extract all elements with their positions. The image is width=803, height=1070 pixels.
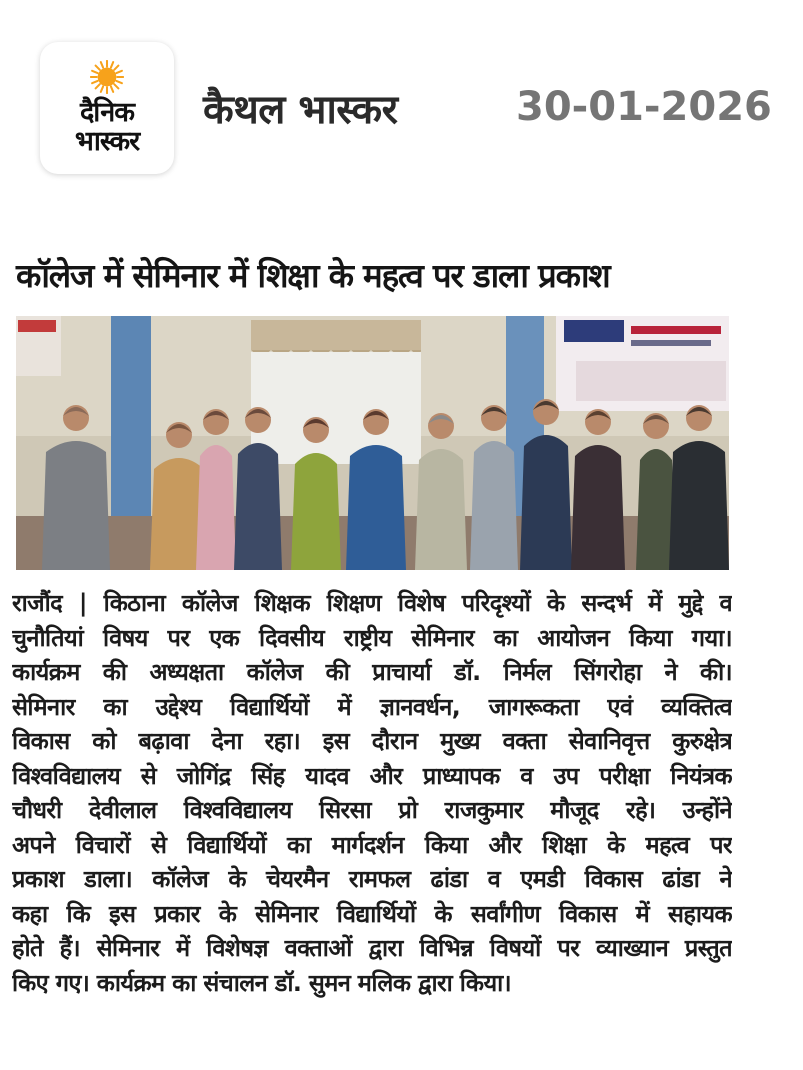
article-line: विश्वविद्यालय से जोगिंद्र सिंह यादव और प्राध्यापक व उप परीक्षा नियंत्रक — [12, 761, 732, 790]
article-line: चौधरी देवीलाल विश्वविद्यालय सिरसा प्रो राजकुमार मौजूद रहे। उन्होंने — [12, 796, 732, 824]
page-header — [0, 0, 803, 200]
article-line: प्रकाश डाला। कॉलेज के चेयरमैन रामफल ढांडा व एमडी विकास ढांडा ने — [12, 865, 732, 893]
logo-line-2: भास्कर — [74, 126, 140, 157]
article-line: चुनौतियां विषय पर एक दिवसीय राष्ट्रीय सेमिनार का आयोजन किया गया। — [12, 623, 732, 652]
article-headline: कॉलेज में सेमिनार में शिक्षा के महत्व पर डाला प्रकाश — [16, 256, 610, 295]
article-line: कार्यक्रम की अध्यक्षता कॉलेज की प्राचार्या डॉ. निर्मल सिंगरोहा ने की। — [12, 658, 732, 686]
article-line: कहा कि इस प्रकार के सेमिनार विद्यार्थियों के सर्वांगीण विकास में सहायक — [12, 899, 732, 928]
logo-line-1: दैनिक — [79, 97, 135, 128]
dainik-bhaskar-logo — [40, 42, 174, 174]
article-body — [12, 586, 732, 1000]
article-line: सेमिनार का उद्देश्य विद्यार्थियों में ज्ञानवर्धन, जागरूकता एवं व्यक्तित्व — [12, 692, 732, 721]
article-line: होते हैं। सेमिनार में विशेषज्ञ वक्ताओं द्वारा विभिन्न विषयों पर व्याख्यान प्रस्तुत — [12, 934, 732, 962]
article-line: किए गए। कार्यक्रम का संचालन डॉ. सुमन मलिक द्वारा किया। — [12, 968, 511, 997]
article-line: अपने विचारों से विद्यार्थियों का मार्गदर्शन किया और शिक्षा के महत्व पर — [12, 830, 732, 859]
article-line: विकास को बढ़ावा देना रहा। इस दौरान मुख्य वक्ता सेवानिवृत्त कुरुक्षेत्र — [12, 727, 732, 755]
edition-date: 30-01-2026 — [516, 84, 772, 130]
article-line: राजौंद | किठाना कॉलेज शिक्षक शिक्षण विशेष परिदृश्यों के सन्दर्भ में मुद्दे व — [12, 589, 732, 617]
edition-name: कैथल भास्कर — [203, 87, 398, 133]
sun-icon — [90, 60, 124, 94]
group-photo — [16, 316, 729, 570]
